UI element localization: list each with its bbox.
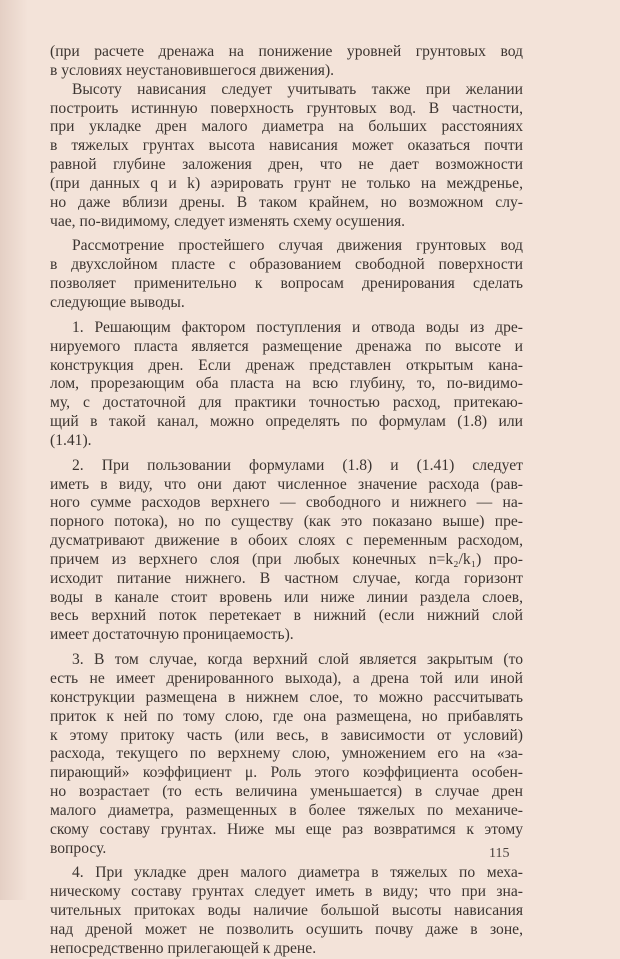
page-number: 115 — [489, 846, 510, 861]
text-line: при укладке дрен малого диаметра на больших расстояниях — [50, 118, 523, 136]
text-line: иметь в виду, что они дают численное значение расхода (рав- — [50, 475, 523, 493]
text-line: имеет достаточную проницаемость). — [50, 626, 294, 644]
text-line: воды в канале стоит вровень или ниже линии раздела слоев, — [50, 588, 523, 606]
text-line: построить истинную поверхность грунтовых вод. В частности, — [50, 99, 523, 117]
text-line: непосредственно прилегающей к дрене. — [50, 939, 317, 957]
text-line: но возрастает (то есть величина уменьшается) в случае дрен — [50, 783, 523, 801]
text-line: 3. В том случае, когда верхний слой является закрытым (то — [72, 651, 523, 669]
text-line: Высоту нависания следует учитывать также при желании — [72, 80, 523, 98]
text-line: к этому притоку часть (или весь, в зависимости от условий) — [50, 726, 523, 744]
text-line: (при данных q и k) аэрировать грунт не только на междренье, — [50, 174, 523, 192]
text-line: щий в такой канал, можно определять по формулам (1.8) или — [50, 413, 523, 431]
text-line: в двухслойном пласте с образованием свободной поверхности — [50, 256, 523, 274]
text-line: порного потока), но по существу (как это показано выше) пре- — [50, 513, 523, 531]
body-text — [50, 43, 523, 959]
text-line: дусматривают движение в обоих слоях с переменным расходом, — [50, 532, 523, 550]
text-line: исходит питание нижнего. В частном случае, когда горизонт — [50, 569, 523, 587]
text-line: причем из верхнего слоя (при любых конечных n=k₂/k₁) про- — [50, 550, 523, 568]
conclusion-item-1 — [50, 319, 523, 451]
text-line: Рассмотрение простейшего случая движения грунтовых вод — [72, 237, 523, 255]
text-line: чительных притоках воды наличие большой высоты нависания — [50, 902, 523, 920]
text-line: нируемого пласта является размещение дренажа по высоте и — [50, 337, 523, 355]
text-line: (при расчете дренажа на понижение уровней грунтовых вод — [50, 43, 523, 60]
text-line: весь верхний поток перетекает в нижний (если нижний слой — [50, 607, 523, 625]
text-line: 1. Решающим фактором поступления и отвода воды из дре- — [72, 318, 523, 336]
text-line: лом, прорезающим оба пласта на всю глубину, то, по-видимо- — [50, 375, 523, 393]
page-gutter-shadow — [0, 0, 28, 900]
text-line: в тяжелых грунтах высота нависания может оказаться почти — [50, 137, 523, 155]
conclusion-item-2 — [50, 457, 523, 645]
text-line: малого диаметра, размещенных в более тяжелых по механиче- — [50, 801, 523, 819]
text-line: 2. При пользовании формулами (1.8) и (1.41) следует — [72, 456, 523, 474]
text-line: расхода, текущего по верхнему слою, умножением его на «за- — [50, 745, 523, 763]
paragraph-conclusions-intro — [50, 237, 523, 312]
text-line: (1.41). — [50, 431, 92, 449]
text-line: приток к ней по тому слою, где она размещена, но прибавлять — [50, 707, 523, 725]
text-line: ническому составу грунтах следует иметь в виду; что при зна- — [50, 883, 523, 901]
text-line: конструкция дрен. Если дренаж представлен открытым кана- — [50, 356, 523, 374]
text-line: вопросу. — [50, 839, 107, 857]
text-line: позволяет применительно к вопросам дренирования сделать — [50, 275, 523, 293]
paragraph-continuation — [50, 43, 523, 81]
text-line: му, с достаточной для практики точностью расход, притекаю- — [50, 394, 523, 412]
text-line: равной глубине заложения дрен, что не дает возможности — [50, 156, 523, 174]
paragraph-hanging-height — [50, 81, 523, 232]
text-line: 4. При укладке дрен малого диаметра в тяжелых по меха- — [72, 864, 523, 882]
text-line: в условиях неустановившегося движения). — [50, 61, 335, 79]
text-line: над дреной может не позволить осушить почву даже в зоне, — [50, 920, 523, 938]
text-line: есть не имеет дренированного выхода), а дрена той или иной — [50, 670, 523, 687]
text-line: скому составу грунтах. Ниже мы еще раз возвратимся к этому — [50, 820, 523, 838]
text-line: ного сумме расходов верхнего — свободного и нижнего — на- — [50, 494, 523, 512]
conclusion-item-3 — [50, 651, 523, 858]
text-line: но даже вблизи дрены. В таком крайнем, но возможном слу- — [50, 193, 523, 211]
conclusion-item-4 — [50, 864, 523, 958]
text-line: пирающий» коэффициент μ. Роль этого коэффициента особен- — [50, 764, 523, 782]
text-line: следующие выводы. — [50, 293, 185, 311]
text-line: чае, по-видимому, следует изменять схему осушения. — [50, 212, 406, 230]
text-line: конструкции размещена в нижнем слое, то можно рассчитывать — [50, 688, 523, 706]
